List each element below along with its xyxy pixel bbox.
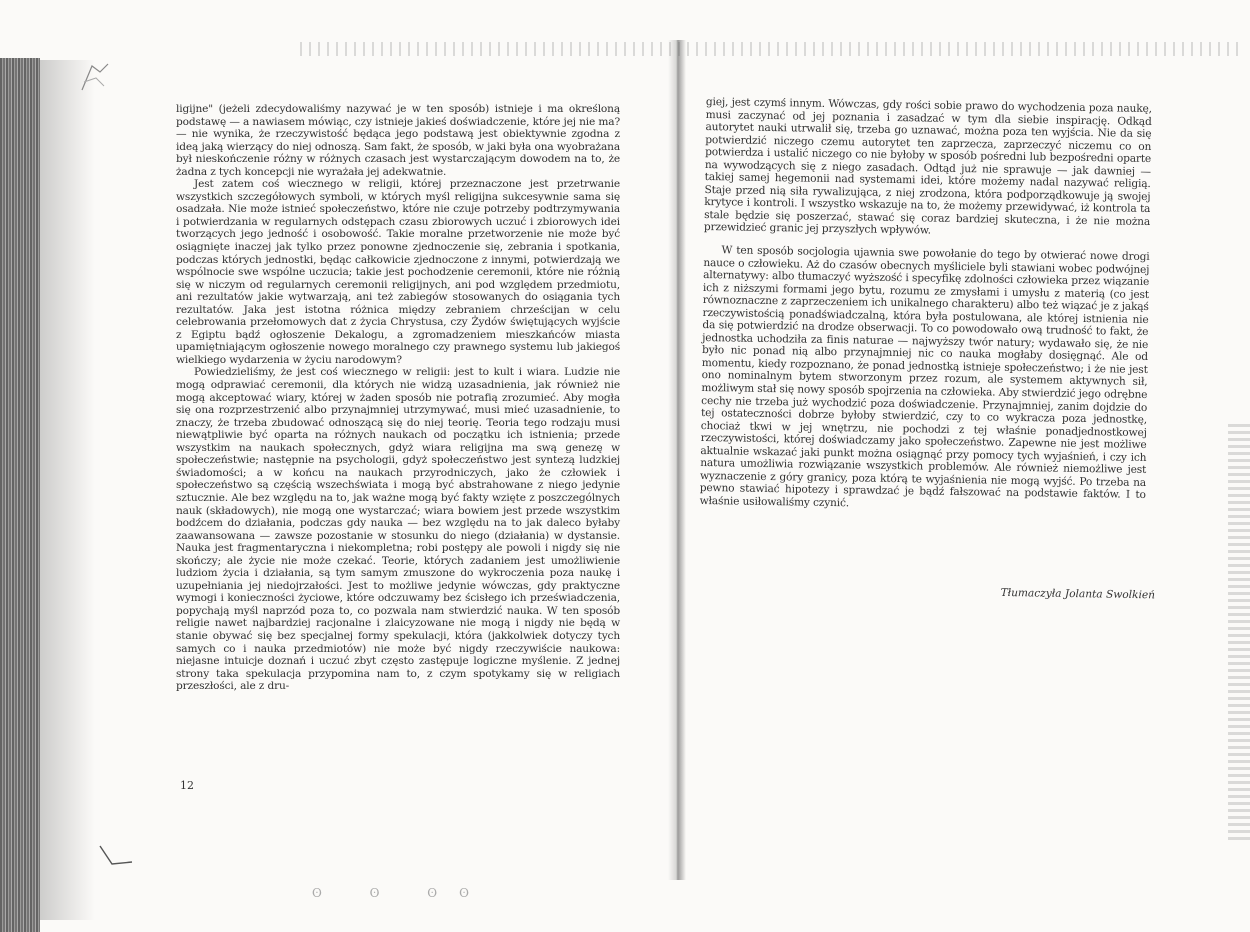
left-paragraph: ligijne" (jeżeli zdecydowaliśmy nazywać je w ten sposób) istnieje i ma określoną podstawę — a nawiasem mówiąc, czy istnieje jakieś doświadczenie, które jej nie ma? — nie wynika, że rzeczywistość będąca jego podstawą jest obiektywnie zgodna z ideą jaką wierzący do niej odnoszą. Sam fakt, że sposób, w jaki była ona wyobrażana był nieskończenie różny w różnych czasach jest wystarczającym dowodem na to, że żadna z tych koncepcji nie wyrażała jej adekwatnie. [176,103,620,178]
book-gutter [668,40,686,880]
scan-shadow-left-edge [0,58,40,932]
left-paragraph: Powiedzieliśmy, że jest coś wiecznego w religii: jest to kult i wiara. Ludzie nie mogą odprawiać ceremonii, dla których nie widzą uzasadnienia, jak również nie mogą akceptować wiary, której w żaden sposób nie potrafią zrozumieć. Aby mogła się ona rozprzestrzenić albo przynajmniej utrzymywać, musi mieć uzasadnienie, to znaczy, że trzeba zbudować odnoszącą się do niej teorię. Teoria tego rodzaju musi niewątpliwie być oparta na różnych naukach od początku ich istnienia; przede wszystkim na naukach społecznych, gdyż wiara religijna ma swą genezę w społeczeństwie; następnie na psychologii, gdyż społeczeństwo jest syntezą ludzkiej świadomości; a w końcu na naukach przyrodniczych, jako że człowiek i społeczeństwo są częścią wszechświata i mogą być abstrahowane z niego jedynie sztucznie. Ale bez względu na to, jak ważne mogą być fakty wzięte z poszczególnych nauk (składowych), nie mogą one wystarczać; wiara bowiem jest przede wszystkim bodźcem do działania, podczas gdy nauka — bez względu na to jak daleco byłaby zaawansowana — zawsze pozostanie w stosunku do niego (działania) w dystansie. Nauka jest fragmentaryczna i niekompletna; robi postępy ale powoli i nigdy się nie skończy; ale życie nie może czekać. Teorie, których zadaniem jest umożliwienie ludziom życia i działania, są tym samym zmuszone do wykroczenia poza naukę i uzupełniania jej niedojrzałości. Jest to możliwe jedynie wówczas, gdy praktyczne wymogi i konieczności życiowe, które odczuwamy bez ścisłego ich przeświadczenia, popychają myśl naprzód poza to, co pozwala nam stwierdzić nauka. W ten sposób religie nawet najbardziej racjonalne i zlaicyzowane nie mogą i nigdy nie będą w stanie obywać się bez specjalnej formy spekulacji, która (jakkolwiek dotyczy tych samych co i nauka przedmiotów) nie może być nigdy rzeczywiście naukowa: niejasne intuicje doznań i uczuć zbyt często zastępuje logiczne myślenie. Z jednej strony taka spekulacja przypomina nam to, z czym spotykamy się w religiach przeszłości, ale z dru- [176,366,620,693]
translator-credit: Tłumaczyła Jolanta Swolkień [1000,586,1156,602]
left-paragraph: Jest zatem coś wiecznego w religii, której przeznaczone jest przetrwanie wszystkich szczegółowych symboli, w których myśl religijna sukcesywnie sama się osadzała. Nie może istnieć społeczeństwo, które nie czuje potrzeby podtrzymywania i potwierdzania w regularnych odstępach czasu zbiorowych uczuć i zbiorowych idei tworzących jego jedność i osobowość. Takie moralne przetworzenie nie może być osiągnięte inaczej jak tylko przez ponowne zjednoczenie się, zebrania i spotkania, podczas których jednostki, będąc całkowicie zjednoczone z innymi, potwierdzają we wspólnocie swe wspólne uczucia; takie jest pochodzenie ceremonii, które nie różnią się w niczym od regularnych ceremonii religijnych, ani pod względem przedmiotu, ani rezultatów jakie wytwarzają, ani też zabiegów stosowanych do osiągania tych rezultatów. Jaka jest istotna różnica między zebraniem chrześcijan w celu celebrowania przełomowych dat z życia Chrystusa, czy Żydów świętujących wyjście z Egiptu bądź ogłoszenie Dekalogu, a zgromadzeniem mieszkańców miasta upamiętniającym ogłoszenie nowego moralnego czy prawnego systemu lub jakiegoś wielkiego wydarzenia w życiu narodowym? [176,178,620,366]
corner-scribble-icon [78,60,118,100]
page-number: 12 [180,779,194,792]
scan-noise-top [300,42,1240,56]
scan-bottom-marks: ʘ ʘ ʘʘ [312,886,491,900]
scan-shadow-left-gradient [40,60,95,920]
left-page-body [176,103,620,693]
right-page-body [700,96,1152,514]
bottom-left-scribble-icon [96,840,136,870]
scan-noise-right [1228,420,1250,840]
right-paragraph: giej, jest czymś innym. Wówczas, gdy rości sobie prawo do wychodzenia poza naukę, musi zaczynać od jej poznania i zasadzać w tym dla siebie inspirację. Odkąd autorytet nauki utrwalił się, trzeba go uznawać, można poza ten wyjścia. Nie da się potwierdzić niczego czemu autorytet ten zaprzecza, zaprzeczyć niczemu co on potwierdza i ustalić niczego co nie byłoby w sposób pośredni lub bezpośredni oparte na wywodzących się z niego zasadach. Odtąd już nie sprawuje — jak dawniej — takiej samej hegemonii nad systemami idei, które możemy nadal nazywać religią. Staje przed nią siła rywalizująca, z niej zrodzona, która podporządkowuje ją swojej krytyce i kontroli. I wszystko wskazuje na to, że możemy przewidywać, iż kontrola ta stale będzie się poszerzać, stawać się coraz bardziej skuteczna, i że nie można przewidzieć granic jej przyszłych wpływów. [703,96,1152,238]
right-paragraph: W ten sposób socjologia ujawnia swe powołanie do tego by otwierać nowe drogi nauce o człowieku. Aż do czasów obecnych myśliciele byli stawiani wobec podwójnej alternatywy: albo tłumaczyć wyższość i specyfikę zdolności człowieka przez wiązanie ich z niższymi formami jego bytu, rozumu ze zmysłami i umysłu z materią (co jest równoznaczne z zaprzeczeniem ich unikalnego charakteru) albo też wiązać je z jakąś rzeczywistością ponadświadczalną, która była postulowana, ale której istnienia nie da się potwierdzić na drodze obserwacji. To co powodowało ową trudność to fakt, że jednostka uchodziła za finis naturae — najwyższy twór natury; wydawało się, że nie było nic ponad nią albo przynajmniej nic co nauka mogłaby dosięgnąć. Ale od momentu, kiedy rozpoznano, że ponad jednostką istnieje społeczeństwo; i że nie jest ono nominalnym bytem stworzonym przez rozum, ale systemem aktywnych sił, możliwym stał się nowy sposób spojrzenia na człowieka. Aby stwierdzić jego odrębne cechy nie trzeba już wychodzić poza doświadczenie. Przynajmniej, zanim dojdzie do tej ostateczności dobrze byłoby stwierdzić, czy to co wykracza poza jednostkę, chociaż tkwi w jej wnętrzu, nie pochodzi z tej właśnie ponadjednostkowej rzeczywistości, której doświadczamy jako społeczeństwo. Zapewne nie jest możliwe aktualnie wskazać jaki punkt można osiągnąć przy pomocy tych wyjaśnień, i czy ich natura umożliwia rozwiązanie wszystkich problemów. Ale również niemożliwe jest wyznaczenie z góry granicy, poza którą te wyjaśnienia nie mogą wyjść. Po trzeba na pewno stawiać hipotezy i sprawdzać je bądź fałszować na podstawie faktów. I to właśnie usiłowaliśmy czynić. [699,244,1150,510]
